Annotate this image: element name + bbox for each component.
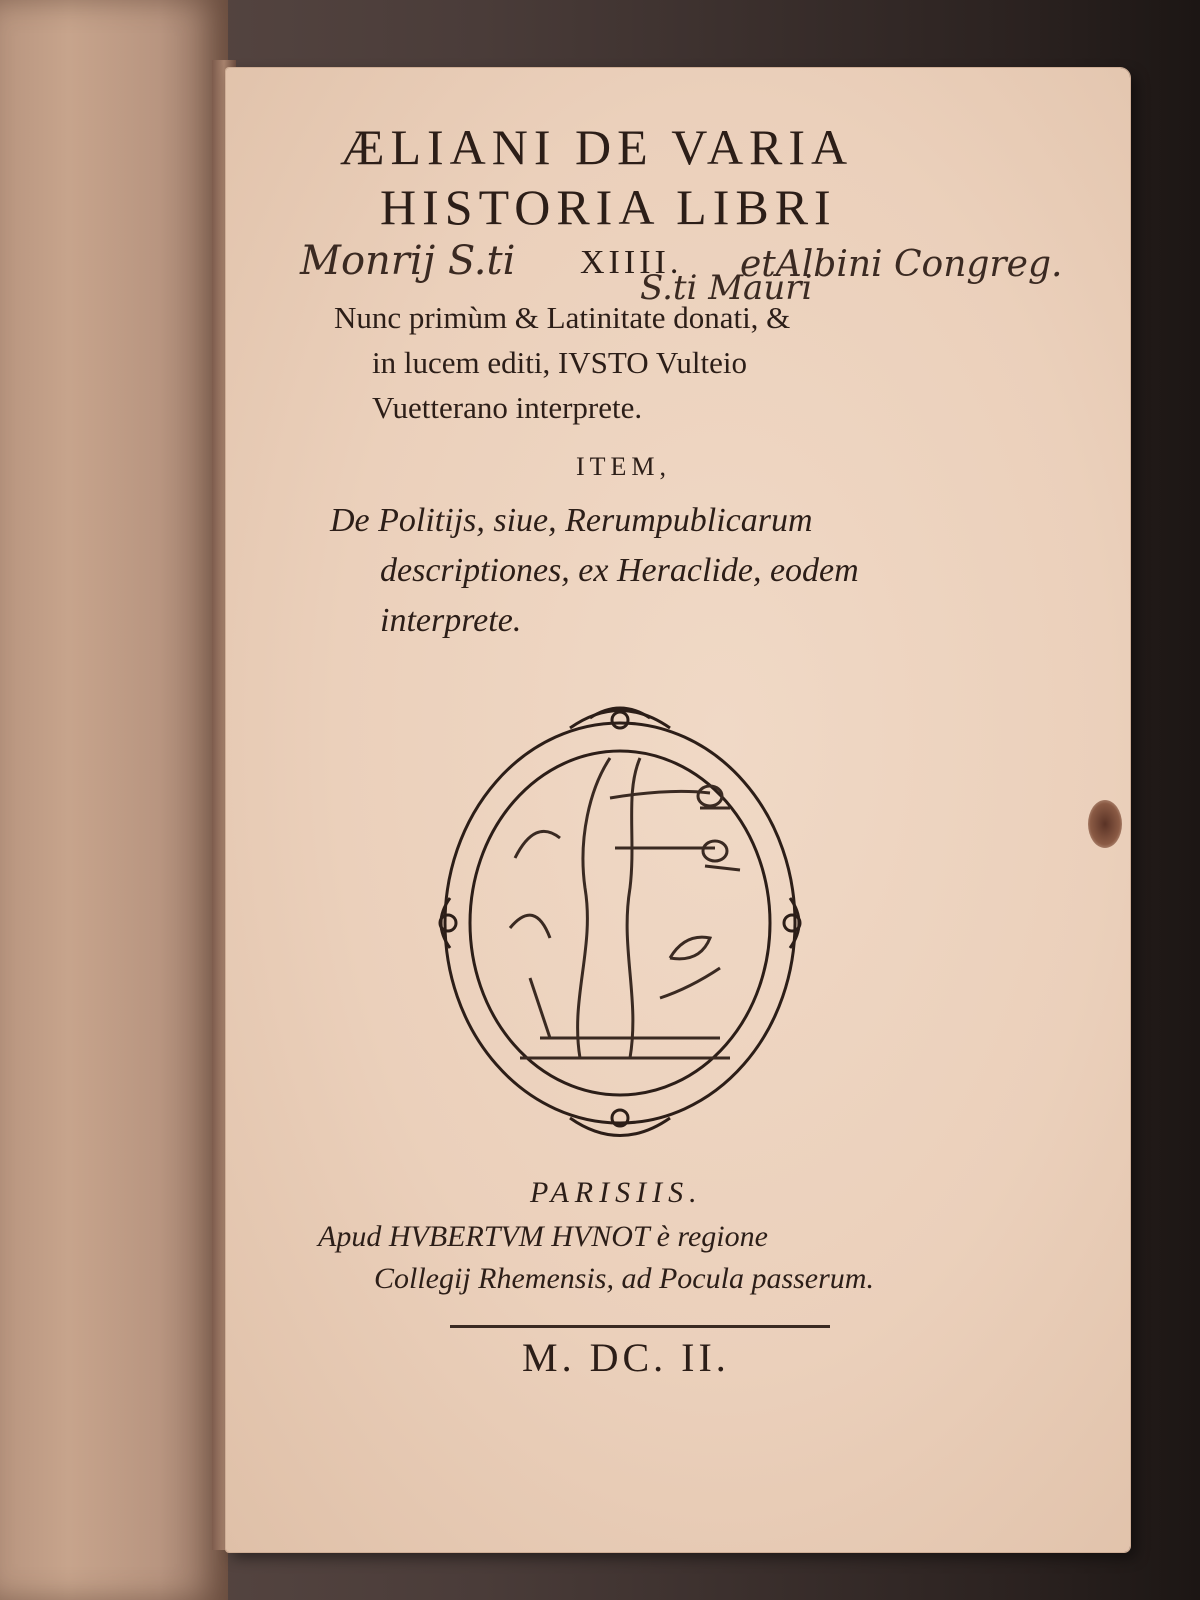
handwritten-inscription-1: Monrij S.ti	[300, 238, 516, 284]
handwritten-inscription-1-end: etAlbini Congreg.	[740, 244, 1063, 285]
divider-rule	[450, 1325, 830, 1328]
italic-line-3: interprete.	[380, 602, 522, 639]
imprint-printer: Apud HVBERTVM HVNOT è regione	[318, 1220, 768, 1253]
paper-stain	[1088, 800, 1122, 848]
book-count-numeral: XIIII.	[580, 244, 683, 281]
title-line-2: HISTORIA LIBRI	[380, 179, 837, 235]
body-line-1: Nunc primùm & Latinitate donati, &	[334, 300, 791, 335]
imprint-address: Collegij Rhemensis, ad Pocula passerum.	[374, 1262, 874, 1295]
body-line-2: in lucem editi, IVSTO Vulteio	[372, 345, 747, 380]
imprint-city: PARISIIS.	[530, 1176, 703, 1209]
italic-line-2: descriptiones, ex Heraclide, eodem	[380, 552, 859, 589]
handwritten-inscription-2: S.ti Mauri	[640, 268, 813, 308]
body-line-3: Vuetterano interprete.	[372, 390, 643, 425]
printer-device-icon	[420, 698, 820, 1138]
publication-date: M. DC. II.	[522, 1335, 730, 1380]
italic-line-1: De Politijs, siue, Rerumpublicarum	[330, 502, 813, 539]
title-line-1: ÆLIANI DE VARIA	[340, 119, 854, 175]
book-cover-inside	[0, 0, 228, 1600]
item-heading: ITEM,	[576, 452, 672, 481]
